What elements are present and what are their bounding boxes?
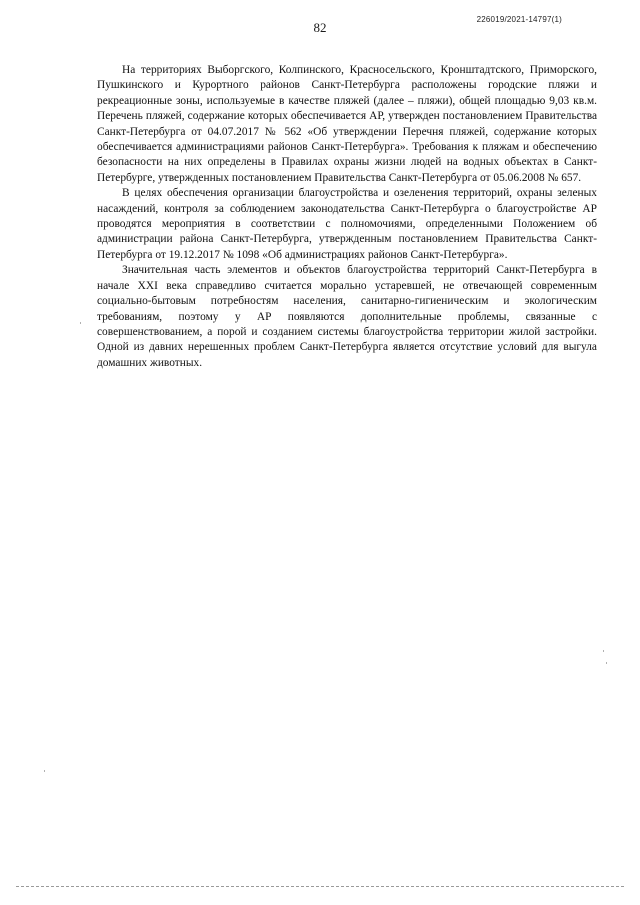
page-number: 82 — [313, 20, 327, 35]
document-id: 226019/2021-14797(1) — [476, 15, 562, 24]
paragraph-beaches: На территориях Выборгского, Колпинского, Красносельского, Кронштадтского, Приморского, Пушкинского и Курортного районов Санкт-Петербурга расположены городские пляжи и рекреационные зоны, используемые в качестве пляжей (далее – пляжи), общей площадью 9,03 кв.м. Перечень пляжей, содержание которых обеспечивается АР, утвержден постановлением Правительства Санкт-Петербурга от 04.07.2017 № 562 «Об утверждении Перечня пляжей, содержание которых обеспечивается администрациями районов Санкт-Петербурга». Требования к пляжам и обеспечению безопасности на них определены в Правилах охраны жизни людей на водных объектах в Санкт-Петербурге, утвержденных постановлением Правительства Санкт-Петербурга от 05.06.2008 № 657. — [97, 64, 597, 184]
scan-speck — [80, 322, 81, 324]
paragraph-outdated-elements: Значительная часть элементов и объектов благоустройства территорий Санкт-Петербурга в начале XXI века справедливо считается морально устаревшей, не отвечающей современным социально-бытовым потребностям населения, санитарно-гигиеническим и экологическим требованиям, поэтому у АР появляются дополнительные проблемы, связанные с совершенствованием, а порой и созданием системы благоустройства территории жилой застройки. Одной из давних нерешенных проблем Санкт-Петербурга является отсутствие условий для выгула домашних животных. — [97, 264, 597, 369]
paragraph-landscaping-measures: В целях обеспечения организации благоустройства и озеленения территорий, охраны зеленых насаждений, контроля за соблюдением законодательства Санкт-Петербурга о благоустройстве АР проводятся мероприятия в соответствии с полномочиями, определенными Положением об администрации района Санкт-Петербурга, утвержденным постановлением Правительства Санкт-Петербурга от 19.12.2017 № 1098 «Об администрациях районов Санкт-Петербурга». — [97, 187, 597, 261]
scan-speck — [44, 770, 45, 772]
document-body — [97, 63, 597, 371]
scan-speck — [606, 662, 607, 664]
scan-bottom-edge — [16, 886, 624, 887]
scan-speck — [603, 650, 604, 652]
